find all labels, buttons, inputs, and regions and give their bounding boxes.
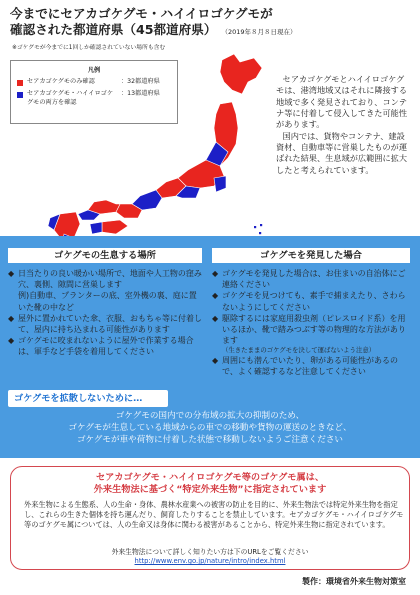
list-item-text: 日当たりの良い暖かい場所で、地面や人工物の窪み穴、裏側、隙間に営巣します — [18, 269, 202, 290]
side-description — [276, 74, 410, 176]
side-paragraph: セアカゴケグモとハイイロゴケグモは、港湾地域又はそれに隣接する地域で多く発見されており、コンテナ等に付着して侵入してきた可能性があります。 — [276, 74, 408, 130]
list-item-text: 例)自動車、プランターの底、室外機の裏、庭に置いた靴の中など — [18, 291, 197, 312]
producer-credit: 製作：環境省外来生物対策室 — [302, 577, 406, 586]
honshu-central — [156, 160, 226, 198]
header-note: ※ゴケグモが今までに1回しか確認されていない場所も含む — [12, 45, 166, 51]
legend-title: 凡例 — [87, 67, 101, 74]
bullet-icon: ◆ — [212, 356, 219, 366]
honshu-north — [206, 102, 238, 172]
kinki-chugoku — [78, 190, 162, 220]
prevent-banner: ゴケグモを拡散しないために… — [8, 390, 168, 407]
bullet-icon: ◆ — [212, 291, 219, 301]
page-title — [10, 6, 320, 39]
list-item-text: ゴケグモを見つけても、素手で捕まえたり、さわらないようにしてください — [222, 291, 406, 312]
list-item — [8, 290, 204, 312]
hokkaido-region — [220, 54, 262, 94]
regulation-title-line: セアカゴケグモ・ハイイロゴケグモ等のゴケグモ属は、 — [95, 472, 325, 483]
list-item — [212, 290, 412, 312]
ogasawara-islands — [254, 224, 262, 234]
date-label: （2019年８月８日現在） — [221, 28, 297, 37]
list-item-text: 屋外に置かれていた傘、衣服、おもちゃ等に付着して、屋内に持ち込まれる可能性があります — [18, 313, 202, 334]
prevent-line: ゴケグモの国内での分布域の拡大の抑制のため、 — [115, 411, 305, 421]
legend-label: セアカゴケグモ・ハイイロゴケグモの両方を確認 — [27, 90, 114, 106]
prevent-line: ゴケグモが生息している地域からの車での移動や貨物の運送のときなど、 — [68, 423, 352, 434]
found-list — [212, 268, 412, 378]
regulation-title-line: 外来生物法に基づく“特定外来生物”に指定されています — [93, 484, 327, 496]
info-link[interactable]: http://www.env.go.jp/nature/intro/index.html — [134, 557, 286, 566]
bullet-icon: ◆ — [8, 313, 15, 323]
legend-item-blue — [17, 90, 177, 107]
habitat-heading: ゴケグモの生息する場所 — [8, 248, 202, 263]
legend-swatch-blue — [17, 92, 23, 98]
shikoku — [90, 220, 128, 234]
list-item-text: 周囲にも潜んでいたり、卵がある可能性があるので、よく確認するなど注意してください — [222, 356, 398, 377]
prevent-line: ゴケグモが車や荷物に付着した状態で移動しないようご注意ください — [76, 435, 344, 446]
regulation-info — [0, 548, 420, 567]
legend-count: ：32都道府県 — [121, 78, 160, 85]
title-line-1: 今までにセアカゴケグモ・ハイイロゴケグモが — [10, 6, 273, 21]
list-item — [8, 268, 204, 290]
bullet-icon: ◆ — [8, 336, 15, 346]
info-text: 外来生物法について詳しく知りたい方は下のURLをご覧ください — [111, 548, 309, 556]
list-item-text: ゴケグモを発見した場合は、お住まいの自治体にご連絡ください — [222, 269, 406, 290]
legend-count: ：13都道府県 — [121, 90, 160, 98]
list-item — [8, 313, 204, 335]
found-heading: ゴケグモを発見した場合 — [212, 248, 410, 263]
map-legend — [10, 60, 178, 124]
list-item — [212, 268, 412, 290]
list-item-text: ゴケグモに咬まれないように屋外で作業する場合は、軍手など手袋を着用してください — [18, 336, 194, 357]
list-item — [8, 335, 204, 357]
side-paragraph: 国内では、貨物やコンテナ、建設資材、自動車等に営巣したものが運ばれた結果、生息域が広範囲に拡大したと考えられています。 — [276, 130, 408, 175]
bullet-icon: ◆ — [212, 269, 219, 278]
title-line-2: 確認された都道府県（45都道府県） — [10, 22, 217, 38]
legend-item-red — [17, 78, 177, 86]
bullet-icon: ◆ — [212, 313, 219, 323]
list-item — [212, 355, 412, 377]
regulation-title — [0, 472, 420, 497]
regulation-body: 外来生物による生態系、人の生命・身体、農林水産業への被害の防止を目的に、外来生物法では特定外来生物を指定し、これらの生きた個体を持ち運んだり、飼育したりすることを禁止しています。セアカゴケグモ・ハイイロゴケグモ等のゴケグモ属については、人の生命又は身体に関わる被害があることから、特定外来生物に指定されています。 — [24, 500, 404, 530]
bullet-icon: ◆ — [8, 269, 15, 278]
list-item-text: 駆除するには家庭用殺虫剤（ピレスロイド系）を用いるほか、靴で踏みつぶす等の物理的な方法があります — [222, 313, 406, 346]
warning-note: （生きたままのゴケグモを決して運ばないよう注意） — [222, 346, 376, 355]
bullet-icon — [8, 290, 18, 312]
legend-label: セアカゴケグモのみ確認 — [27, 78, 95, 85]
legend-swatch-red — [17, 80, 23, 86]
habitat-list — [8, 268, 204, 358]
list-item — [212, 313, 412, 347]
prevent-message — [0, 410, 420, 447]
